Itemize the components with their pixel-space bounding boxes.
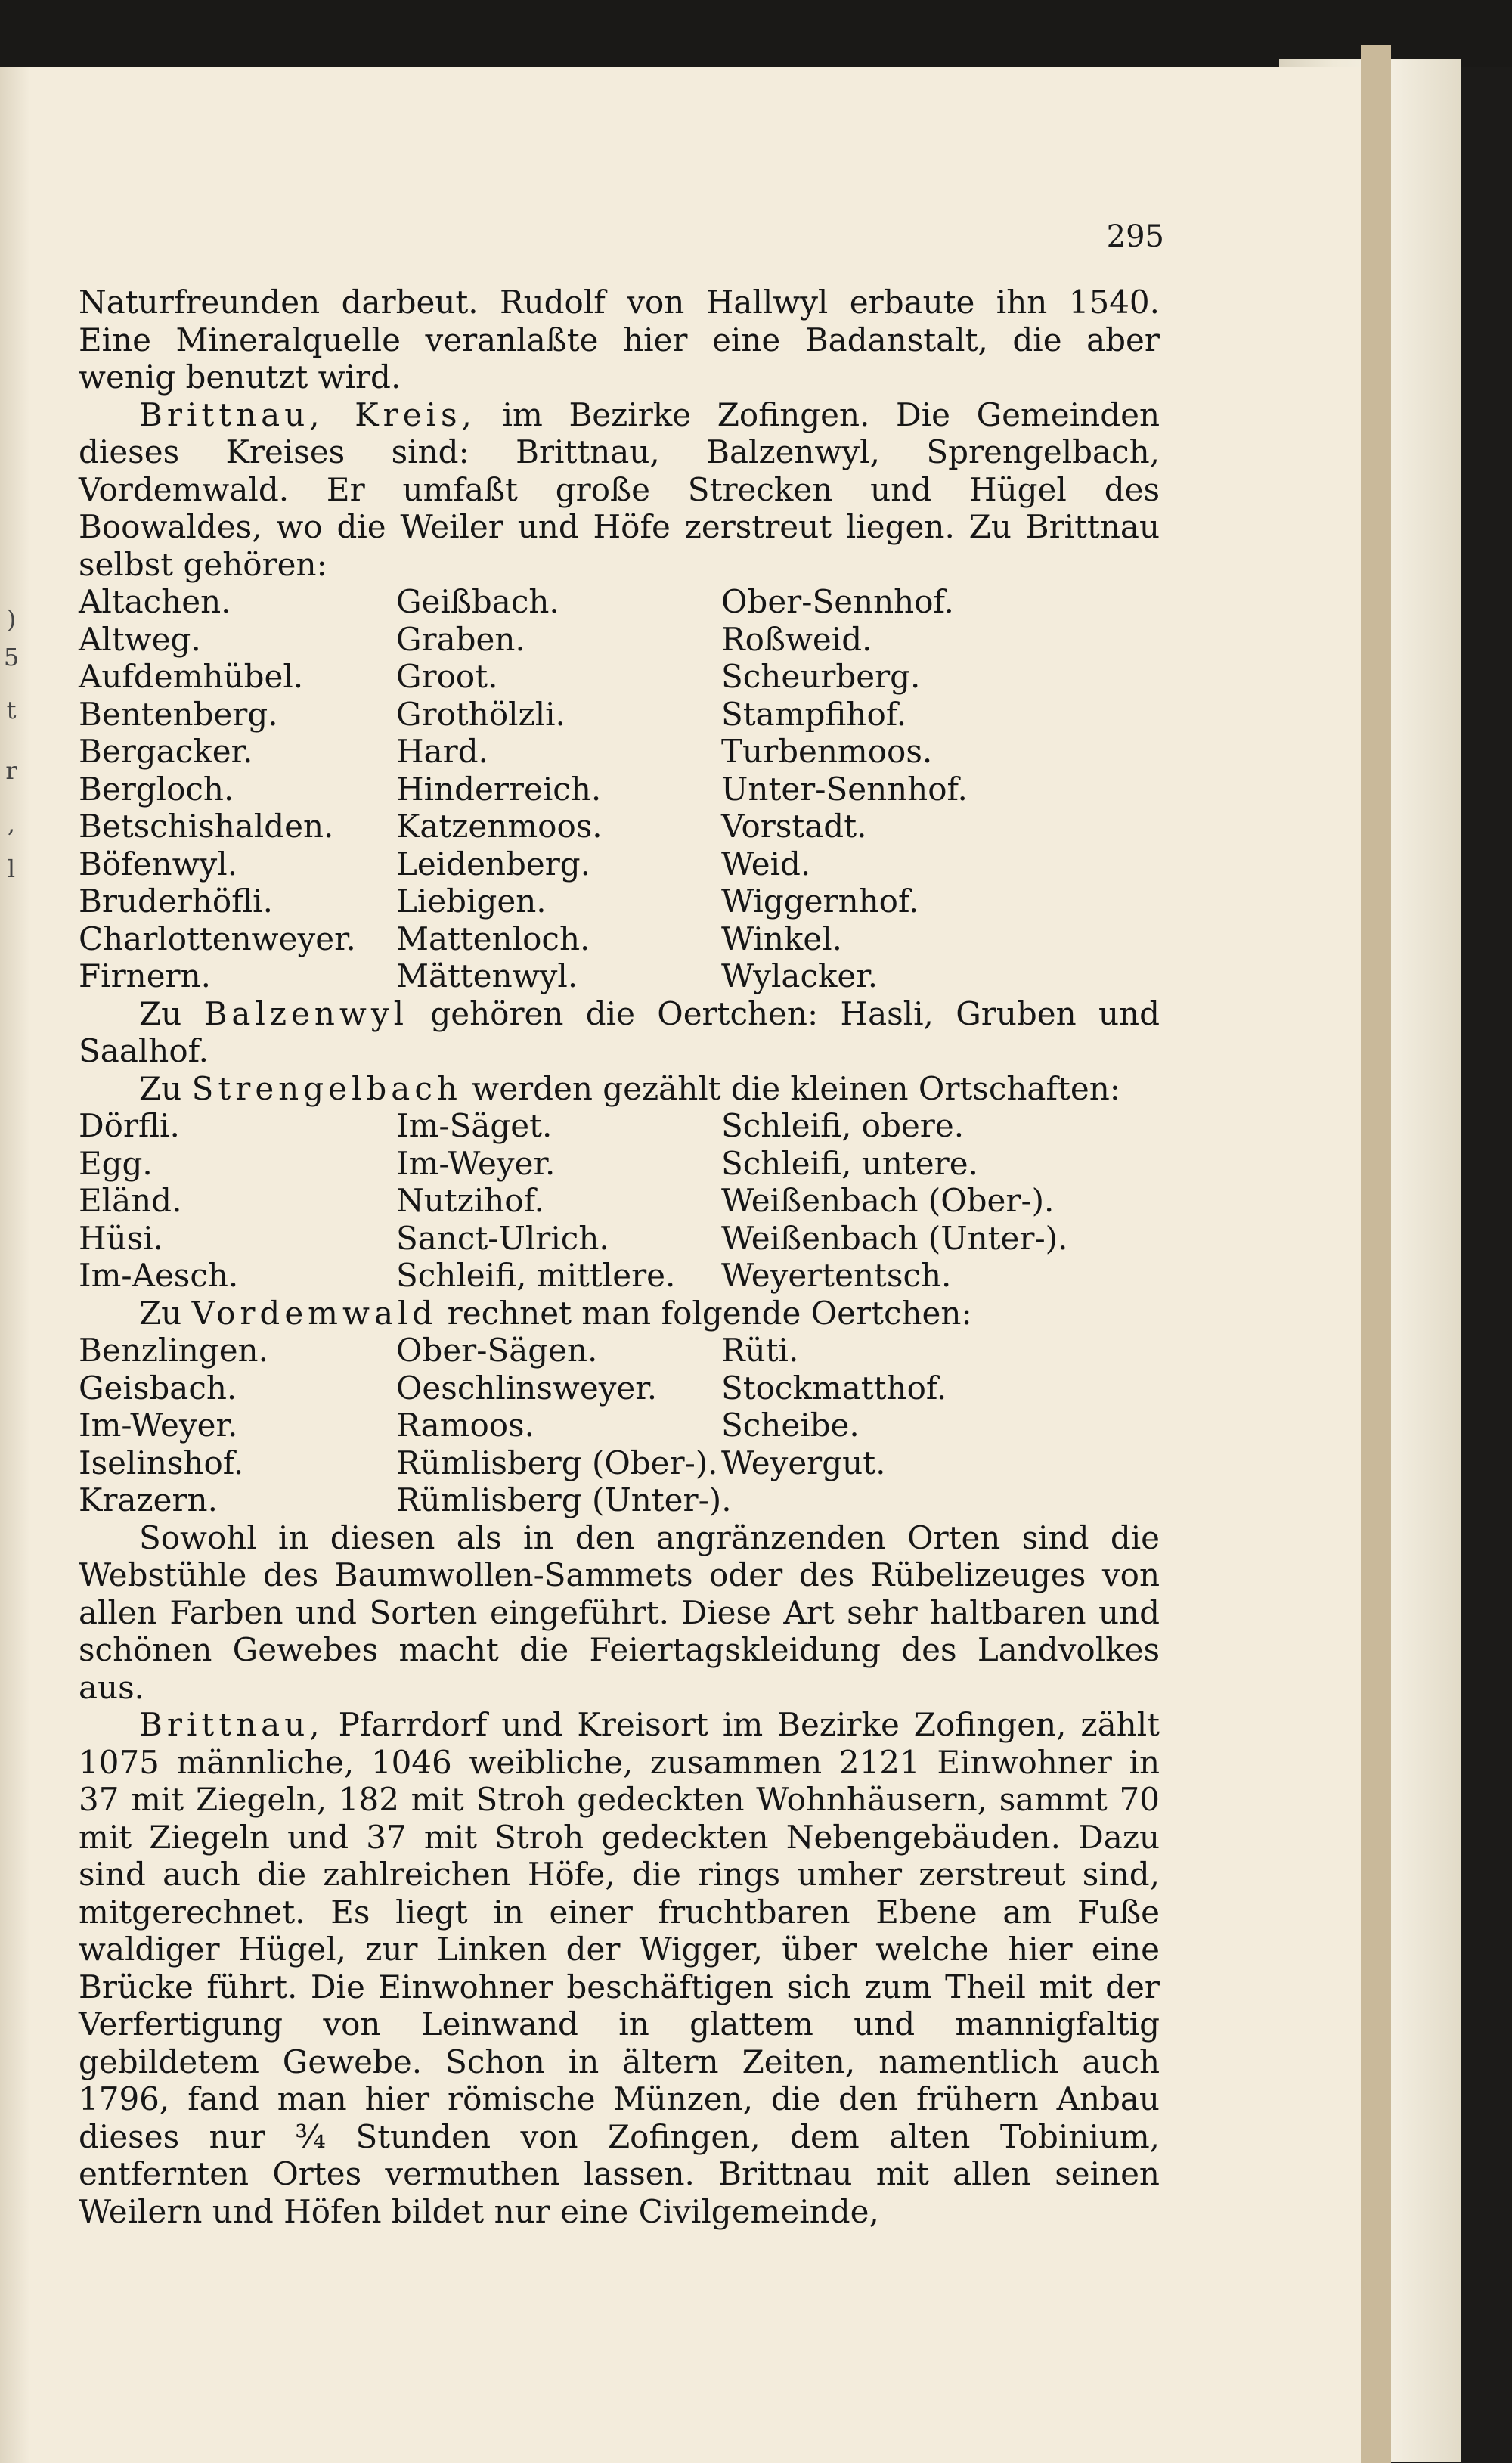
place-name: Nutzihof. (396, 1182, 544, 1219)
place-name: Hard. (396, 733, 488, 770)
place-name: Rüti. (721, 1332, 799, 1369)
paragraph-strengelbach (79, 1070, 1160, 1108)
place-name: Liebigen. (396, 883, 547, 920)
place-name: Sanct-Ulrich. (396, 1219, 609, 1257)
place-name: Aufdemhübel. (79, 658, 304, 695)
paragraph-text: Pfarrdorf und Kreisort im Bezirke Zofingen, zählt 1075 männliche, 1046 weibliche, zusammen 2121 Einwohner in 37 mit Ziegeln, 182 mit Stroh gedeckten Wohnhäusern, sammt 70 mit Ziegeln und 37 mit Stroh gedeckten Nebengebäuden. Dazu sind auch die zahlreichen Höfe, die rings umher zerstreut sind, mitgerechnet. Es liegt in einer fruchtbaren Ebene am Fuße waldiger Hügel, zur Linken der Wigger, über welche hier eine Brücke führt. Die Einwohner beschäftigen sich zum Theil mit der Verfertigung von Leinwand in glattem und mannigfaltig gebildetem Gewebe. Schon in ältern Zeiten, namentlich auch 1796, fand man hier römische Münzen, die den frühern Anbau dieses nur ¾ Stunden von Zofingen, dem alten Tobinium, entfernten Ortes vermuthen lassen. Brittnau mit allen seinen Weilern und Höfen bildet nur eine Civilgemeinde, (79, 1706, 1160, 2230)
place-name: Wiggernhof. (721, 883, 919, 920)
place-name: Charlottenweyer. (79, 920, 356, 957)
place-name: Weißenbach (Ober-). (721, 1182, 1055, 1219)
place-name: Iselinshof. (79, 1444, 244, 1481)
place-name: Im-Aesch. (79, 1257, 239, 1294)
margin-mark: l (7, 855, 16, 883)
place-name: Altweg. (79, 620, 201, 658)
place-name: Weid. (721, 845, 811, 883)
place-name (721, 1481, 1160, 1519)
margin-mark: , (7, 809, 16, 838)
place-name: Schleifi, untere. (721, 1144, 978, 1182)
place-name: Roßweid. (721, 620, 872, 658)
paragraph-text: rechnet man folgende Oertchen: (447, 1294, 972, 1332)
list-vordemwald-places (79, 1332, 1160, 1519)
place-name: Mattenloch. (396, 920, 590, 957)
scan-background (0, 0, 1512, 67)
place-name: Hinderreich. (396, 770, 602, 808)
paragraph-text: werden gezählt die kleinen Ortschaften: (472, 1069, 1120, 1107)
place-name: Altachen. (79, 583, 231, 620)
place-name: Unter-Sennhof. (721, 770, 968, 808)
place-name: Geisbach. (79, 1369, 237, 1407)
place-name: Bentenberg. (79, 695, 278, 733)
margin-mark: t (6, 696, 17, 724)
place-name: Graben. (396, 620, 525, 658)
place-name: Böfenwyl. (79, 845, 238, 883)
place-name: Stampfihof. (721, 695, 907, 733)
place-heading-brittnau-pfarrdorf: Brittnau, (139, 1706, 324, 1743)
place-name: Im-Säget. (396, 1107, 553, 1144)
place-heading-strengelbach: Strengelbach (191, 1069, 462, 1107)
place-name: Dörfli. (79, 1107, 180, 1144)
page-number: 295 (1106, 219, 1164, 254)
place-name: Eländ. (79, 1182, 182, 1219)
place-name: Firnern. (79, 957, 212, 994)
place-name: Scheibe. (721, 1407, 860, 1444)
place-name: Schleifi, obere. (721, 1107, 965, 1144)
place-heading-brittnau-kreis: Brittnau, Kreis, (139, 396, 476, 433)
place-name: Betschishalden. (79, 808, 334, 845)
place-name: Weyergut. (721, 1444, 886, 1481)
place-name: Vorstadt. (721, 808, 867, 845)
place-name: Winkel. (721, 920, 843, 957)
place-name: Katzenmoos. (396, 808, 603, 845)
place-name: Geißbach. (396, 583, 559, 620)
place-name: Scheurberg. (721, 658, 921, 695)
paragraph-text: gehören die Oertchen: Hasli, Gruben und Saalhof. (79, 994, 1160, 1069)
place-name: Rümlisberg (Ober-). (396, 1444, 718, 1481)
place-heading-vordemwald: Vordemwald (191, 1294, 438, 1332)
place-name: Groot. (396, 658, 498, 695)
place-name: Grothölzli. (396, 695, 565, 733)
gutter-shadow (0, 67, 30, 2463)
place-name: Weyertentsch. (721, 1257, 952, 1294)
book-cover-edge (1361, 45, 1391, 2463)
place-name: Ramoos. (396, 1407, 534, 1444)
place-name: Stockmatthof. (721, 1369, 947, 1407)
place-name: Hüsi. (79, 1219, 164, 1257)
place-name: Krazern. (79, 1481, 218, 1518)
place-name: Ober-Sennhof. (721, 583, 954, 620)
page-body (79, 284, 1160, 2230)
paragraph-balzenwyl (79, 995, 1160, 1070)
place-name: Bergacker. (79, 733, 253, 770)
place-name: Schleifi, mittlere. (396, 1257, 676, 1294)
intro-word: Zu (139, 994, 182, 1032)
paragraph-brittnau-kreis (79, 396, 1160, 584)
place-name: Mättenwyl. (396, 957, 578, 994)
place-name: Wylacker. (721, 957, 878, 994)
place-name: Bruderhöfli. (79, 883, 273, 920)
place-name: Im-Weyer. (79, 1407, 238, 1444)
list-brittnau-places (79, 583, 1160, 995)
place-name: Im-Weyer. (396, 1144, 556, 1182)
place-name: Ober-Sägen. (396, 1332, 598, 1369)
paragraph-vordemwald (79, 1295, 1160, 1332)
place-name: Bergloch. (79, 770, 234, 808)
list-strengelbach-places (79, 1107, 1160, 1295)
paragraph-hallwyl: Naturfreunden darbeut. Rudolf von Hallwyl erbaute ihn 1540. Eine Mineralquelle veranlaßte hier eine Badanstalt, die aber wenig benutzt wird. (79, 284, 1160, 396)
place-name: Oeschlinsweyer. (396, 1369, 658, 1407)
place-name: Weißenbach (Unter-). (721, 1219, 1068, 1257)
place-name: Egg. (79, 1144, 153, 1182)
place-heading-balzenwyl: Balzenwyl (203, 994, 409, 1032)
margin-mark: r (5, 756, 17, 785)
margin-mark: 5 (3, 643, 20, 672)
place-name: Turbenmoos. (721, 733, 933, 770)
place-name: Leidenberg. (396, 845, 591, 883)
place-name: Benzlingen. (79, 1332, 268, 1369)
margin-mark: ) (6, 605, 17, 634)
paragraph-text: im Bezirke Zofingen. Die Gemeinden dieses Kreises sind: Brittnau, Balzenwyl, Sprengelbach, Vordemwald. Er umfaßt große Strecken und Hügel des Boowaldes, wo die Weiler und Höfe zerstreut liegen. Zu Brittnau selbst gehören: (79, 396, 1160, 583)
intro-word: Zu (139, 1294, 182, 1332)
paragraph-brittnau-pfarrdorf (79, 1706, 1160, 2230)
intro-word: Zu (139, 1069, 182, 1107)
paragraph-webstuehle: Sowohl in diesen als in den angränzenden Orten sind die Webstühle des Baumwollen-Sammets oder des Rübelizeuges von allen Farben und Sorten eingeführt. Diese Art sehr haltbaren und schönen Gewebes macht die Feiertagskleidung des Landvolkes aus. (79, 1518, 1160, 1706)
place-name: Rümlisberg (Unter-). (396, 1481, 732, 1518)
